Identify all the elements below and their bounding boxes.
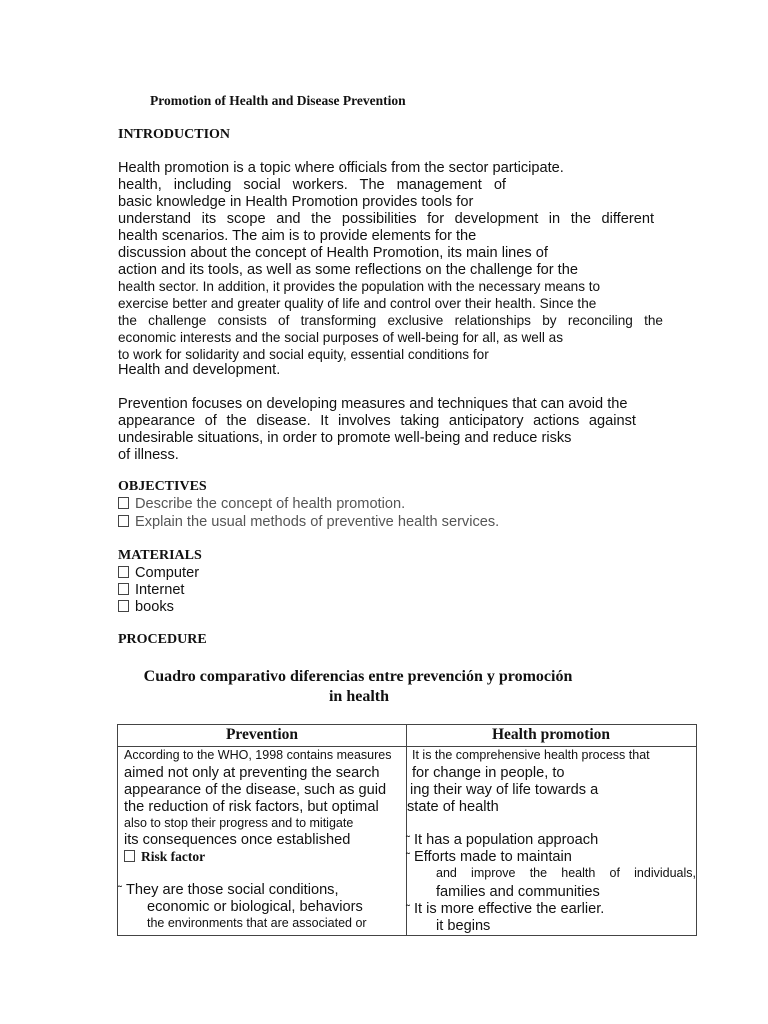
risk-factor-item bbox=[124, 849, 205, 865]
text-line: action and its tools, as well as some reflections on the challenge for the bbox=[118, 262, 578, 278]
materials-heading: MATERIALS bbox=[118, 548, 202, 563]
comparison-title-line: in health bbox=[328, 688, 389, 705]
table-header-divider bbox=[117, 746, 696, 747]
prevention-cell-line: economic or biological, behaviors bbox=[147, 899, 363, 915]
checkbox-square-icon bbox=[118, 566, 129, 578]
procedure-heading: PROCEDURE bbox=[118, 632, 207, 647]
text-line: Health and development. bbox=[118, 362, 281, 378]
objectives-heading: OBJECTIVES bbox=[118, 479, 207, 494]
checkbox-square-icon bbox=[118, 515, 129, 527]
prevention-cell-line: its consequences once established bbox=[124, 832, 351, 848]
introduction-heading: INTRODUCTION bbox=[118, 127, 231, 142]
prevention-cell-line: According to the WHO, 1998 contains measures bbox=[124, 748, 392, 762]
text-line: Prevention focuses on developing measures and techniques that can avoid the bbox=[118, 396, 628, 412]
prevention-cell-line: the reduction of risk factors, but optimal bbox=[124, 799, 379, 815]
promotion-cell-line: state of health bbox=[407, 799, 499, 815]
text-line: health scenarios. The aim is to provide elements for the bbox=[118, 228, 477, 244]
prevention-cell-line: ˜ They are those social conditions, bbox=[118, 882, 339, 898]
checkbox-square-icon bbox=[118, 497, 129, 509]
bullet-icon: ˜ bbox=[406, 833, 410, 847]
checkbox-square-icon bbox=[124, 850, 135, 862]
objective-text: Describe the concept of health promotion. bbox=[135, 496, 406, 512]
material-text: Computer bbox=[135, 565, 200, 581]
promotion-bullet-item: ˜ Efforts made to maintain bbox=[406, 849, 572, 865]
text-line: of illness. bbox=[118, 447, 179, 463]
promotion-cell-line: it begins bbox=[436, 918, 491, 934]
bullet-icon: ˜ bbox=[406, 902, 410, 916]
promotion-cell-line: ing their way of life towards a bbox=[410, 782, 599, 798]
promotion-cell-line: It is the comprehensive health process that bbox=[412, 748, 650, 762]
text-line: Health promotion is a topic where officials from the sector participate. bbox=[118, 160, 564, 176]
prevention-cell-line: aimed not only at preventing the search bbox=[124, 765, 380, 781]
table-header-health-promotion: Health promotion bbox=[491, 726, 611, 743]
text-line: the challenge consists of transforming exclusive relationships by reconciling the bbox=[118, 313, 663, 328]
bullet-icon: ˜ bbox=[118, 883, 122, 897]
promotion-cell-line: families and communities bbox=[436, 884, 600, 900]
text-line: understand its scope and the possibilities for development in the different bbox=[118, 211, 654, 227]
promotion-cell-line: and improve the health of individuals, bbox=[436, 866, 696, 880]
text-line: health sector. In addition, it provides the population with the necessary means to bbox=[118, 279, 601, 294]
document-title: Promotion of Health and Disease Prevention bbox=[150, 93, 406, 108]
promotion-bullet-item: ˜ It has a population approach bbox=[406, 832, 599, 848]
material-item bbox=[118, 582, 185, 599]
checkbox-square-icon bbox=[118, 583, 129, 595]
prevention-cell-line: the environments that are associated or bbox=[147, 916, 367, 930]
material-item bbox=[118, 599, 174, 616]
objective-item bbox=[118, 496, 405, 513]
comparison-title bbox=[118, 667, 598, 707]
text-line: to work for solidarity and social equity, essential conditions for bbox=[118, 347, 489, 362]
prevention-cell-line: appearance of the disease, such as guid bbox=[124, 782, 387, 798]
table-header-prevention: Prevention bbox=[225, 726, 299, 743]
text-line: appearance of the disease. It involves taking anticipatory actions against bbox=[118, 413, 636, 429]
checkbox-square-icon bbox=[118, 600, 129, 612]
material-text: Internet bbox=[135, 582, 185, 598]
bullet-icon: ˜ bbox=[406, 850, 410, 864]
promotion-bullet-item: ˜ It is more effective the earlier. bbox=[406, 901, 605, 917]
text-line: exercise better and greater quality of life and control over their health. Since the bbox=[118, 296, 597, 311]
material-text: books bbox=[135, 599, 174, 615]
material-item bbox=[118, 565, 199, 582]
prevention-cell-line: also to stop their progress and to mitigate bbox=[124, 816, 354, 830]
risk-factor-label: Risk factor bbox=[141, 849, 206, 864]
objective-item bbox=[118, 514, 499, 531]
text-line: undesirable situations, in order to promote well-being and reduce risks bbox=[118, 430, 572, 446]
text-line: health, including social workers. The management of bbox=[118, 177, 506, 193]
promotion-cell-line: for change in people, to bbox=[412, 765, 565, 781]
objective-text: Explain the usual methods of preventive health services. bbox=[135, 514, 500, 530]
text-line: discussion about the concept of Health Promotion, its main lines of bbox=[118, 245, 548, 261]
comparison-title-line: Cuadro comparativo diferencias entre prevención y promoción bbox=[143, 668, 573, 685]
text-line: economic interests and the social purposes of well-being for all, as well as bbox=[118, 330, 564, 345]
text-line: basic knowledge in Health Promotion provides tools for bbox=[118, 194, 474, 210]
